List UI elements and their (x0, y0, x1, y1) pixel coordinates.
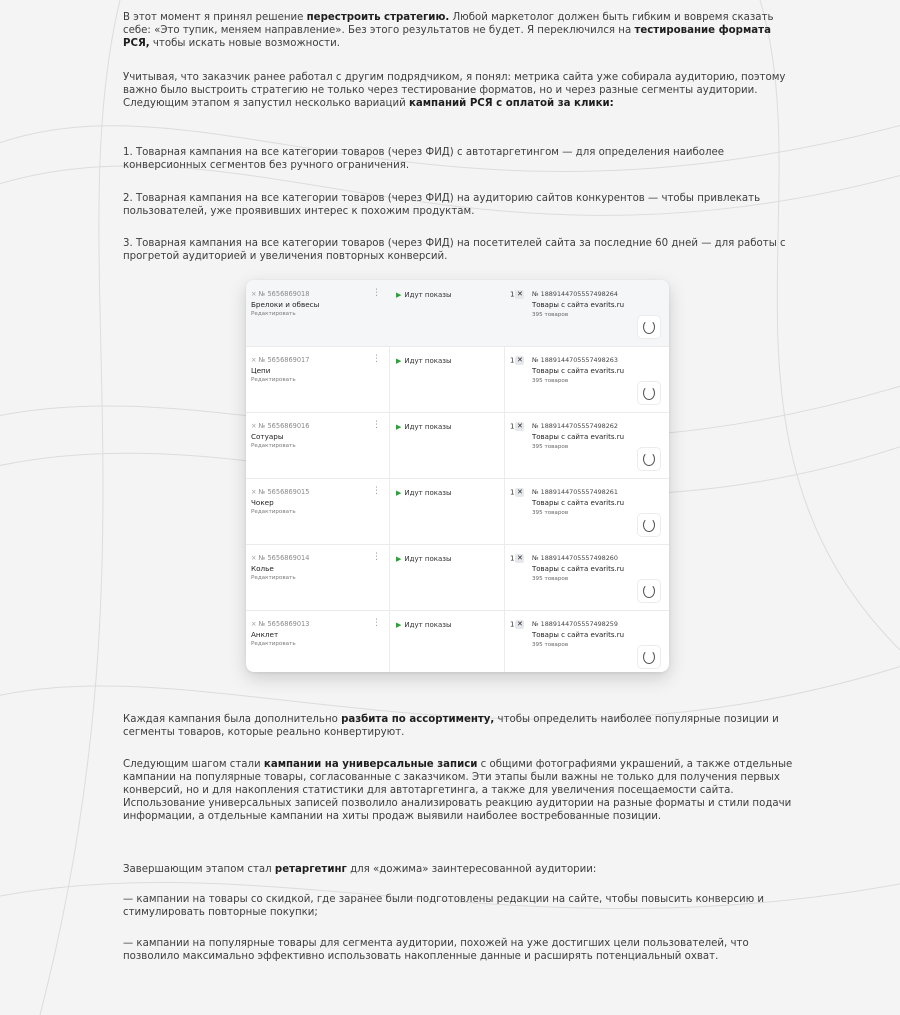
feed-cell (532, 620, 662, 648)
campaign-name-cell (251, 488, 381, 515)
campaigns-table-screenshot (246, 280, 669, 672)
campaign-name[interactable]: Чокер (251, 498, 274, 507)
more-menu-icon[interactable]: ⋮ (372, 618, 381, 628)
campaign-row[interactable] (246, 412, 669, 479)
campaign-id-text: № 5656869016 (258, 422, 310, 430)
bold-text: ретаргетинг (274, 864, 347, 875)
paragraph-item-2 (123, 193, 793, 219)
close-icon[interactable]: × (251, 356, 257, 364)
feed-count: 1 (510, 488, 515, 497)
campaign-status (396, 555, 452, 563)
campaign-id (251, 356, 381, 364)
feed-id: № 1889144705557498261 (532, 488, 618, 496)
text: для «дожима» заинтересованной аудитории: (346, 864, 597, 875)
feed-id: № 1889144705557498259 (532, 620, 618, 628)
feed-count-badge (510, 554, 524, 563)
bold-text: перестроить стратегию. (306, 12, 450, 23)
close-icon[interactable]: × (251, 290, 257, 298)
text: чтобы определить наиболее популярные позиции и сегменты товаров, которые реально конвертируют. (123, 714, 779, 738)
paragraph-strategy (123, 12, 793, 51)
feed-remove-icon[interactable]: ✕ (517, 488, 523, 496)
feed-name[interactable]: Товары с сайта evarits.ru (532, 565, 625, 573)
feed-products-count: 395 товаров (532, 510, 569, 516)
campaign-row[interactable] (246, 610, 669, 672)
feed-count-badge (510, 356, 524, 365)
feed-id: № 1889144705557498262 (532, 422, 618, 430)
feed-cell (532, 488, 662, 516)
text: — кампании на популярные товары для сегмента аудитории, похожей на уже достигших цели пользователей, что позволило максимально эффективно использовать накопленные данные и расширять потенциальный охват. (123, 938, 749, 962)
loading-spinner-icon (638, 316, 660, 338)
campaign-name[interactable]: Колье (251, 564, 274, 573)
more-menu-icon[interactable]: ⋮ (372, 354, 381, 364)
feed-remove-icon[interactable]: ✕ (517, 290, 523, 298)
feed-remove-icon[interactable]: ✕ (517, 356, 523, 364)
edit-link[interactable]: Редактировать (251, 311, 296, 317)
paragraph-universal (123, 759, 793, 824)
play-icon: ▶ (396, 489, 402, 497)
campaign-status (396, 621, 452, 629)
status-text: Идут показы (404, 489, 452, 497)
feed-products-count: 395 товаров (532, 312, 569, 318)
text: с общими фотографиями украшений, а также отдельные кампании на популярные товары, согласованные с заказчиком. Эти этапы были важны не только для получения первых конверсий, но и для накопления статистики для автотаргетинга, а также для увеличения посещаемости сайта. Использование универсальных записей позволило анализировать реакцию аудитории на разные форматы и стили подачи информации, а отдельные кампании на хиты продаж выявили наиболее востребованные позиции. (123, 759, 793, 822)
paragraph-assortment (123, 714, 793, 740)
campaign-name-cell (251, 290, 381, 317)
campaign-id (251, 290, 381, 298)
campaign-id (251, 554, 381, 562)
campaign-status (396, 291, 452, 299)
loading-spinner-icon (638, 514, 660, 536)
feed-cell (532, 554, 662, 582)
status-text: Идут показы (404, 291, 452, 299)
feed-name[interactable]: Товары с сайта evarits.ru (532, 367, 625, 375)
feed-cell (532, 290, 662, 318)
feed-products-count: 395 товаров (532, 642, 569, 648)
text: В этот момент я принял решение (123, 12, 307, 23)
more-menu-icon[interactable]: ⋮ (372, 420, 381, 430)
status-text: Идут показы (404, 555, 452, 563)
loading-spinner-icon (638, 646, 660, 668)
feed-count: 1 (510, 620, 515, 629)
feed-name[interactable]: Товары с сайта evarits.ru (532, 301, 625, 309)
feed-count-badge (510, 488, 524, 497)
feed-id: № 1889144705557498263 (532, 356, 618, 364)
text: Следующим шагом стали (123, 759, 264, 770)
close-icon[interactable]: × (251, 422, 257, 430)
campaign-row[interactable] (246, 544, 669, 611)
campaign-name[interactable]: Сотуары (251, 432, 284, 441)
text: чтобы искать новые возможности. (149, 37, 340, 49)
campaign-name[interactable]: Брелоки и обвесы (251, 300, 320, 309)
status-text: Идут показы (404, 423, 452, 431)
text: Каждая кампания была дополнительно (123, 714, 342, 725)
campaign-id-text: № 5656869014 (258, 554, 310, 562)
feed-name[interactable]: Товары с сайта evarits.ru (532, 631, 625, 639)
campaign-id-text: № 5656869013 (258, 620, 310, 628)
campaign-id-text: № 5656869017 (258, 356, 310, 364)
text: Учитывая, что заказчик ранее работал с другим подрядчиком, я понял: метрика сайта уже собирала аудиторию, поэтому важно было выстроить стратегию не только через тестирование форматов, но и через разные сегменты аудитории. Следующим этапом я запустил несколько вариаций (123, 72, 786, 109)
paragraph-rsya-campaigns (123, 72, 793, 111)
feed-count: 1 (510, 554, 515, 563)
campaign-name[interactable]: Анклет (251, 630, 279, 639)
text: — кампании на товары со скидкой, где заранее были подготовлены редакции на сайте, чтобы повысить конверсию и стимулировать повторные покупки; (123, 894, 765, 918)
text: 3. Товарная кампания на все категории товаров (через ФИД) на посетителей сайта за последние 60 дней — для работы с прогретой аудиторией и увеличения повторных конверсий. (123, 238, 786, 262)
feed-name[interactable]: Товары с сайта evarits.ru (532, 433, 625, 441)
campaign-name-cell (251, 554, 381, 581)
bold-text: кампании на универсальные записи (263, 759, 478, 770)
feed-cell (532, 356, 662, 384)
campaign-name-cell (251, 422, 381, 449)
feed-products-count: 395 товаров (532, 576, 569, 582)
campaign-name-cell (251, 356, 381, 383)
paragraph-retargeting-2 (123, 938, 793, 964)
close-icon[interactable]: × (251, 554, 257, 562)
campaign-status (396, 357, 452, 365)
edit-link[interactable]: Редактировать (251, 641, 296, 647)
paragraph-item-3 (123, 238, 793, 264)
edit-link[interactable]: Редактировать (251, 377, 296, 383)
feed-count-badge (510, 620, 524, 629)
campaign-status (396, 423, 452, 431)
feed-count: 1 (510, 290, 515, 299)
status-text: Идут показы (404, 357, 452, 365)
more-menu-icon[interactable]: ⋮ (372, 288, 381, 298)
text: 1. Товарная кампания на все категории товаров (через ФИД) с автотаргетингом — для определения наиболее конверсионных сегментов без ручного ограничения. (123, 147, 725, 171)
campaign-id-text: № 5656869015 (258, 488, 310, 496)
paragraph-item-1 (123, 147, 793, 173)
play-icon: ▶ (396, 357, 402, 365)
more-menu-icon[interactable]: ⋮ (372, 486, 381, 496)
campaign-id (251, 620, 381, 628)
close-icon[interactable]: × (251, 488, 257, 496)
play-icon: ▶ (396, 291, 402, 299)
edit-link[interactable]: Редактировать (251, 509, 296, 515)
loading-spinner-icon (638, 448, 660, 470)
feed-products-count: 395 товаров (532, 444, 569, 450)
feed-count: 1 (510, 422, 515, 431)
feed-name[interactable]: Товары с сайта evarits.ru (532, 499, 625, 507)
loading-spinner-icon (638, 580, 660, 602)
status-text: Идут показы (404, 621, 452, 629)
more-menu-icon[interactable]: ⋮ (372, 552, 381, 562)
text: 2. Товарная кампания на все категории товаров (через ФИД) на аудиторию сайтов конкурентов — чтобы привлекать пользователей, уже проявивших интерес к похожим продуктам. (123, 193, 761, 217)
feed-id: № 1889144705557498264 (532, 290, 618, 298)
play-icon: ▶ (396, 423, 402, 431)
campaign-id-text: № 5656869018 (258, 290, 310, 298)
bold-text: разбита по ассортименту, (341, 714, 495, 725)
campaign-status (396, 489, 452, 497)
campaign-row[interactable] (246, 280, 669, 347)
feed-remove-icon[interactable]: ✕ (517, 554, 523, 562)
campaign-name-cell (251, 620, 381, 647)
paragraph-retargeting-1 (123, 894, 793, 920)
campaign-row[interactable] (246, 478, 669, 545)
play-icon: ▶ (396, 621, 402, 629)
close-icon[interactable]: × (251, 620, 257, 628)
play-icon: ▶ (396, 555, 402, 563)
campaign-name[interactable]: Цепи (251, 366, 271, 375)
campaign-row[interactable] (246, 346, 669, 413)
loading-spinner-icon (638, 382, 660, 404)
feed-count-badge (510, 290, 524, 299)
paragraph-retargeting (123, 864, 793, 877)
feed-id: № 1889144705557498260 (532, 554, 618, 562)
edit-link[interactable]: Редактировать (251, 443, 296, 449)
feed-products-count: 395 товаров (532, 378, 569, 384)
campaign-id (251, 422, 381, 430)
campaign-id (251, 488, 381, 496)
feed-cell (532, 422, 662, 450)
bold-text: кампаний РСЯ с оплатой за клики: (408, 97, 614, 109)
text: Завершающим этапом стал (123, 864, 275, 875)
edit-link[interactable]: Редактировать (251, 575, 296, 581)
feed-remove-icon[interactable]: ✕ (517, 422, 523, 430)
feed-count: 1 (510, 356, 515, 365)
feed-remove-icon[interactable]: ✕ (517, 620, 523, 628)
bold-text: тестирование формата РСЯ, (123, 24, 771, 49)
feed-count-badge (510, 422, 524, 431)
text: Любой маркетолог должен быть гибким и вовремя сказать себе: «Это тупик, меняем направление». Без этого результатов не будет. Я переключился на (123, 12, 774, 36)
